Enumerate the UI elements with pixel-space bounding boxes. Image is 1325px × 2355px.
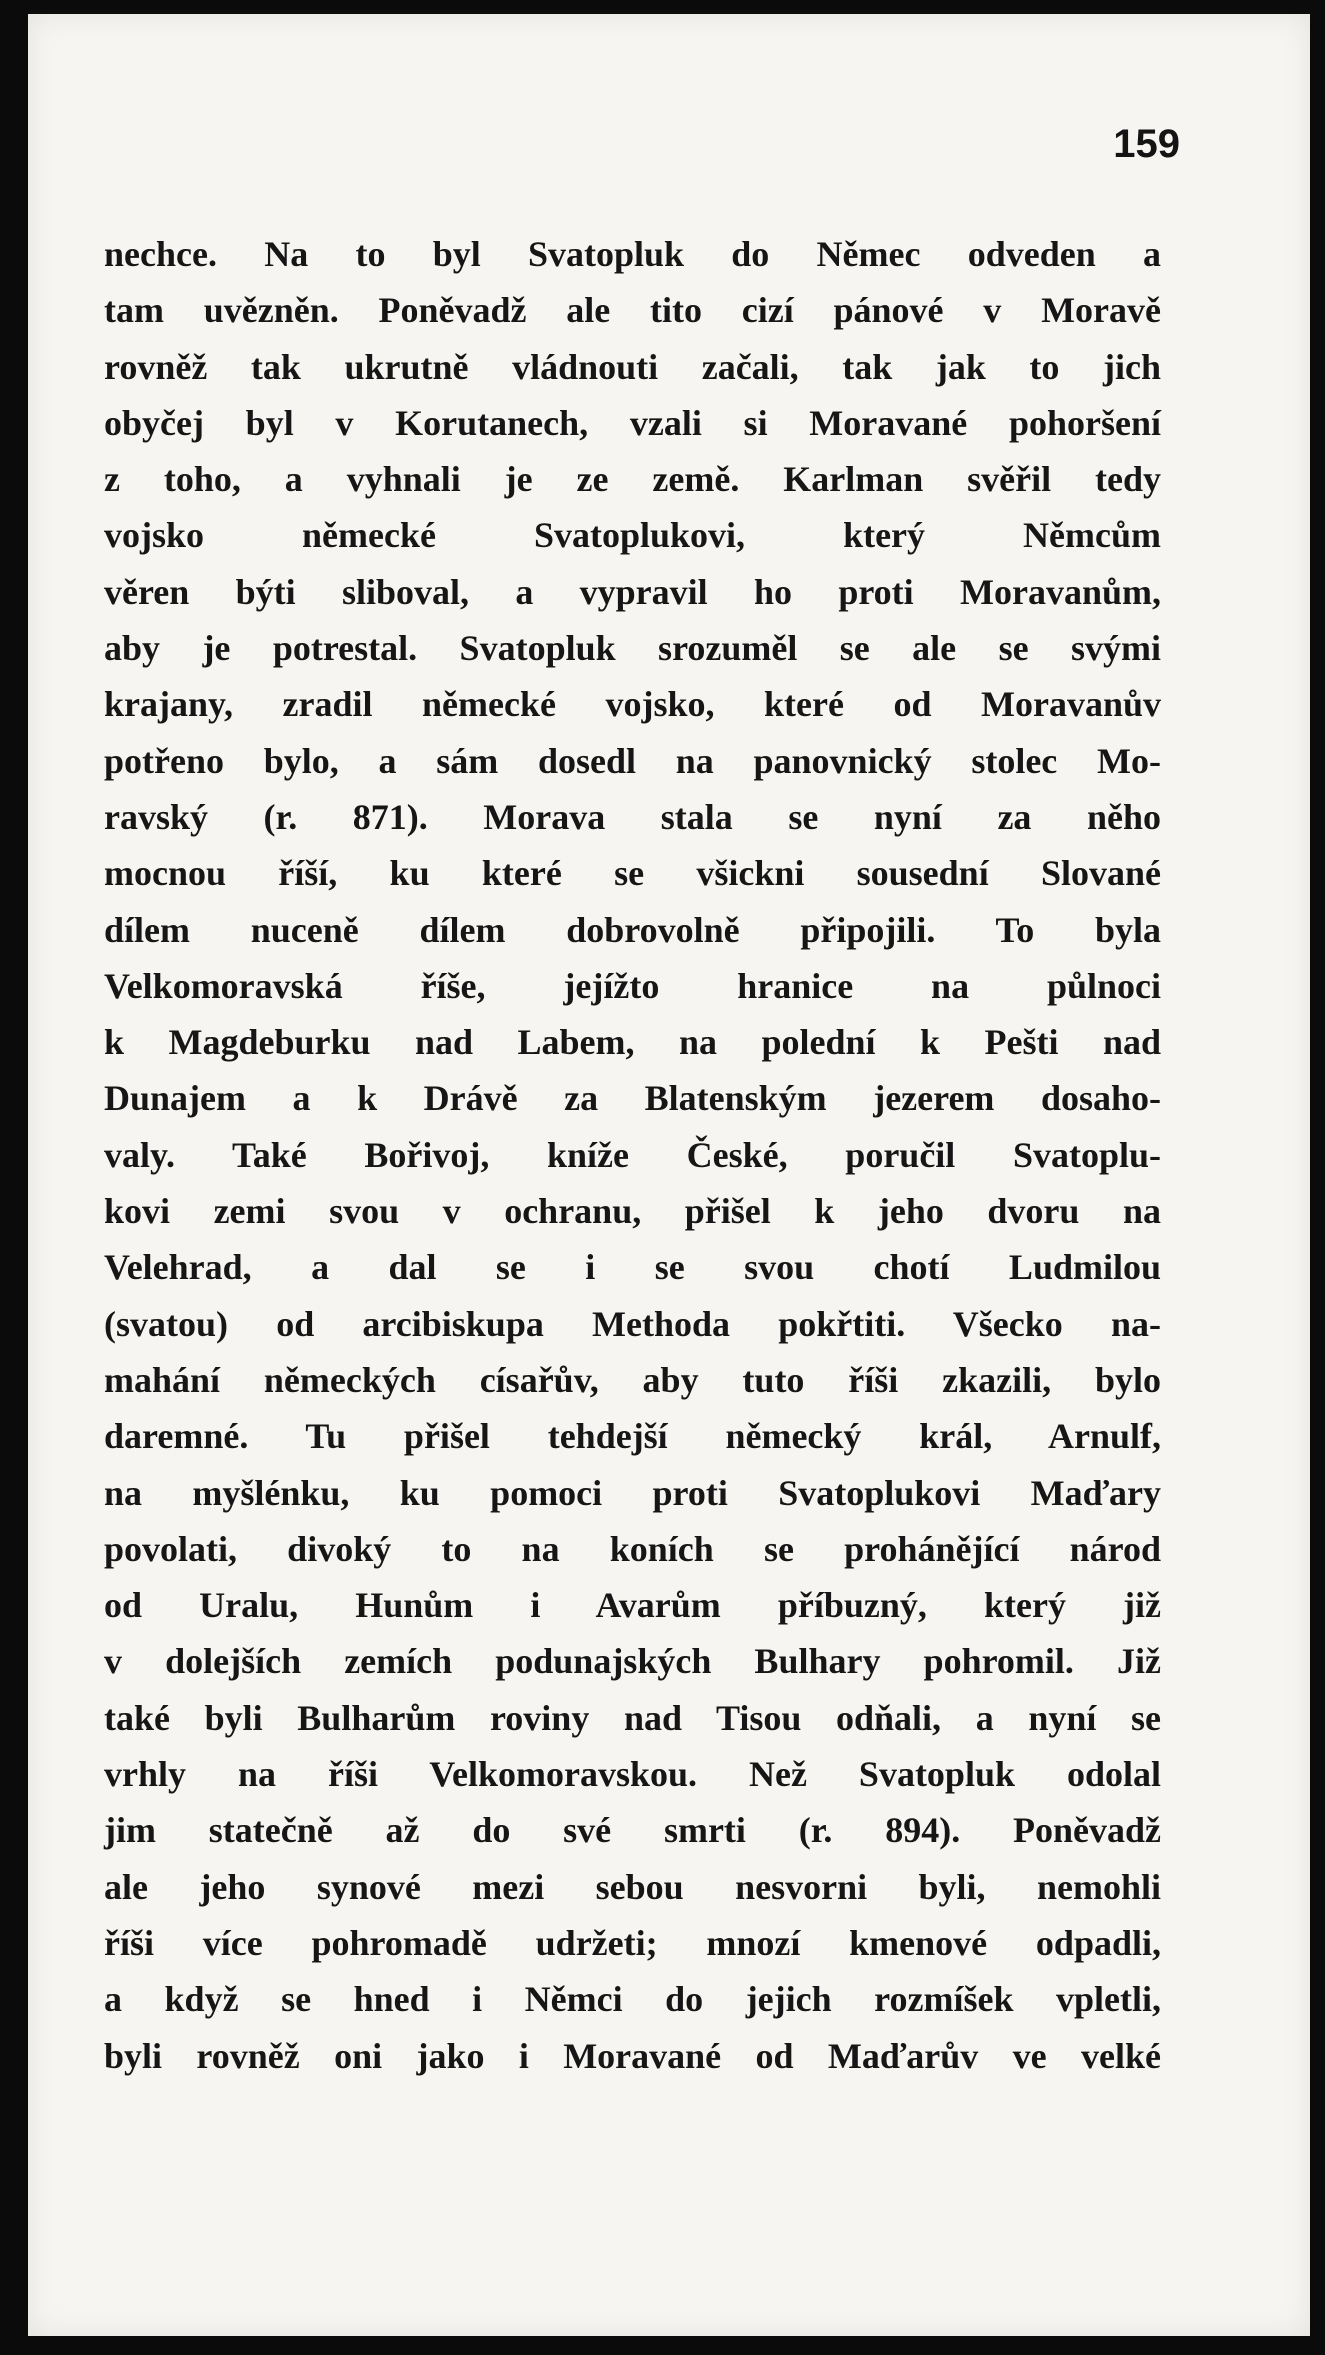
text-line: Velkomoravská říše, jejížto hranice na půlnoci — [104, 965, 1161, 1006]
text-line: obyčej byl v Korutanech, vzali si Moravané pohoršení — [104, 402, 1161, 443]
text-line: z toho, a vyhnali je ze země. Karlman svěřil tedy — [104, 459, 1161, 500]
text-line: vrhly na říši Velkomoravskou. Než Svatopluk odolal — [104, 1754, 1161, 1795]
body-text — [104, 226, 1161, 2084]
text-line: říši více pohromadě udržeti; mnozí kmenové odpadli, — [104, 1922, 1161, 1963]
text-line: daremné. Tu přišel tehdejší německý král, Arnulf, — [104, 1416, 1161, 1457]
text-line: krajany, zradil německé vojsko, které od Moravanův — [104, 684, 1161, 725]
book-page — [28, 14, 1310, 2336]
text-line: Dunajem a k Drávě za Blatenským jezerem dosaho- — [104, 1078, 1161, 1119]
text-line: valy. Také Bořivoj, kníže České, poručil Svatoplu- — [104, 1134, 1161, 1175]
text-line: věren býti sliboval, a vypravil ho proti Moravanům, — [104, 571, 1161, 612]
text-line: rovněž tak ukrutně vládnouti začali, tak jak to jich — [104, 346, 1161, 387]
text-line: na myšlénku, ku pomoci proti Svatoplukovi Maďary — [104, 1472, 1161, 1513]
text-line: tam uvězněn. Poněvadž ale tito cizí pánové v Moravě — [104, 290, 1161, 331]
text-line: od Uralu, Hunům i Avarům příbuzný, který již — [104, 1585, 1161, 1626]
page-number: 159 — [1113, 122, 1180, 166]
text-line: jim statečně až do své smrti (r. 894). Poněvadž — [104, 1810, 1161, 1851]
text-line: kovi zemi svou v ochranu, přišel k jeho dvoru na — [104, 1191, 1161, 1232]
text-line: potřeno bylo, a sám dosedl na panovnický stolec Mo- — [104, 740, 1161, 781]
text-line: mahání německých císařův, aby tuto říši zkazili, bylo — [104, 1359, 1161, 1400]
text-line: v dolejších zemích podunajských Bulhary pohromil. Již — [104, 1641, 1161, 1682]
text-line: ravský (r. 871). Morava stala se nyní za něho — [104, 796, 1161, 837]
text-line: byli rovněž oni jako i Moravané od Maďarův ve velké — [104, 2035, 1161, 2076]
text-line: nechce. Na to byl Svatopluk do Němec odveden a — [104, 234, 1161, 274]
text-line: povolati, divoký to na koních se prohánějící národ — [104, 1528, 1161, 1569]
text-line: vojsko německé Svatoplukovi, který Němcům — [104, 515, 1161, 556]
text-line: a když se hned i Němci do jejich rozmíšek vpletli, — [104, 1979, 1161, 2020]
text-line: dílem nuceně dílem dobrovolně připojili. To byla — [104, 909, 1161, 950]
text-line: (svatou) od arcibiskupa Methoda pokřtiti. Všecko na- — [104, 1303, 1161, 1344]
text-line: k Magdeburku nad Labem, na polední k Pešti nad — [104, 1022, 1161, 1063]
text-line: Velehrad, a dal se i se svou chotí Ludmilou — [104, 1247, 1161, 1288]
text-line: ale jeho synové mezi sebou nesvorni byli, nemohli — [104, 1866, 1161, 1907]
text-line: aby je potrestal. Svatopluk srozuměl se ale se svými — [104, 628, 1161, 669]
text-line: mocnou říší, ku které se všickni sousední Slované — [104, 853, 1161, 894]
text-line: také byli Bulharům roviny nad Tisou odňali, a nyní se — [104, 1697, 1161, 1738]
